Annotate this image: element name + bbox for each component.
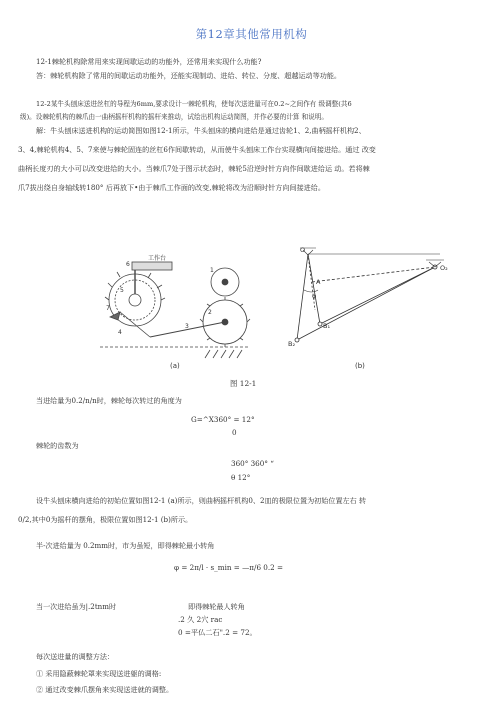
worktable xyxy=(132,262,172,270)
label-angle-phi: φ xyxy=(312,292,317,300)
calc-line2: 棘轮的齿数为 xyxy=(36,441,79,450)
formula1-den: 0 xyxy=(232,428,237,437)
label-num-4: 4 xyxy=(118,329,122,336)
figure-caption: 图 12-1 xyxy=(230,379,257,388)
label-num-3: 3 xyxy=(185,323,189,330)
q1-question: 12-1棘轮机构除常用来实现间歇运动的功能外，还常用来实现什么功能? xyxy=(36,57,262,66)
coupler-1 xyxy=(320,267,435,324)
q2-solution-line1: 解：牛头刨床送进机构的运动简图如图12-1所示，牛头刨床的横向进给是通过齿轮1、2,曲柄摇杆机构2、 xyxy=(36,126,366,135)
rocker-b2 xyxy=(297,254,308,340)
q2-question-line1: 12-2某牛头刨床送进丝杠的导程为6mm,要求设计一棘轮机构，使每次送进量可在0.2~之间作有 级调整(共6 xyxy=(36,100,352,108)
calc-line5: 半-次进给量为 0.2mm时，市为虽短，即得棘轮最小转角 xyxy=(36,541,215,550)
calc-line3: 设牛头刨床横向进给的初始位置如图12-1 (a)所示，则曲柄摇杆机构0、2皿的极限位置为初始位置左右 转 xyxy=(36,496,367,505)
list-item-1: ① 采用隐蔽棘轮罩来实现送进躯的调格: xyxy=(36,669,162,678)
page-title: 第12章其他常用机构 xyxy=(195,27,308,41)
figure-a-mechanism xyxy=(100,262,250,358)
figure-12-1 xyxy=(90,242,450,392)
label-point-o2: O₂ xyxy=(440,264,448,272)
formula1-main: G=^X360° = 12° xyxy=(191,415,255,424)
q2-solution-line3: 曲柄长度刃的大小可以改变进给的大小。当棘爪7处于图示状态时，棘轮5沿逆时针方向作间歇进给运 动。若将棘 xyxy=(18,164,370,173)
formula2-main: 360° 360° “ xyxy=(231,459,274,468)
label-num-5: 5 xyxy=(120,287,124,294)
calc-line6: 当一次进给虽为|.2tnm时 xyxy=(36,602,117,611)
calc-line1: 当进给量为0.2/n/n时，棘轮每次转过的角度为 xyxy=(36,396,182,405)
label-point-a: A xyxy=(316,278,321,286)
q2-question-line2: 级)。设棘轮机构的棘爪由一曲柄摇杆机构的摇杆来推动，试绘出机构运动简图，并作必要的计算 和说明。 xyxy=(20,113,328,121)
label-num-7: 7 xyxy=(106,305,110,312)
label-a: (a) xyxy=(170,362,180,370)
calc-line6b: 即得棘轮最人转角 xyxy=(188,602,245,611)
formula2-den: θ 12° xyxy=(231,473,251,482)
calc-line4: 0/2,其中0为摇杆的摆角，极限位置如图12-1 (b)所示。 xyxy=(18,515,193,524)
label-worktable: 工作台 xyxy=(148,255,167,262)
rocker-b1 xyxy=(308,254,320,324)
label-num-1: 1 xyxy=(210,267,214,274)
formula3: φ = 2π/l · s_min = —π/6 0.2 = xyxy=(174,563,284,572)
figure-b-diagram xyxy=(295,248,444,342)
formula4-b: 0 =平仏二石".2 = 72。 xyxy=(178,628,257,637)
list-item-2: ② 通过改变棘爪摆角来实现送进就的调整。 xyxy=(36,685,174,694)
label-point-b1: B₁ xyxy=(323,322,331,330)
label-num-6: 6 xyxy=(126,261,130,268)
label-num-2: 2 xyxy=(208,309,212,316)
label-b: (b) xyxy=(355,362,365,370)
q1-answer: 答：棘轮机构除了常用的间歇运动功能外，还能实现制动、进给、转位、分度、超越运动等功能。 xyxy=(36,71,342,80)
label-point-b2: B₂ xyxy=(288,340,296,348)
label-point-o: O xyxy=(300,246,306,254)
calc-line7: 每次送进量的调整方法： xyxy=(36,652,115,661)
q2-solution-line4: 爪7拔出绕自身轴线转180° 后再放下•由于棘爪工作面的改变,棘轮将改为沿顺时针方向间接进给。 xyxy=(18,183,325,192)
q2-solution-line2: 3、4,棘轮机构4、5、7来使与棘轮固连的丝杠6作间歇转动，从而使牛头刨床工作台实现横向间接进给。通过 改变 xyxy=(18,145,376,154)
formula4-a: .2 久 2穴 rac xyxy=(178,615,223,624)
